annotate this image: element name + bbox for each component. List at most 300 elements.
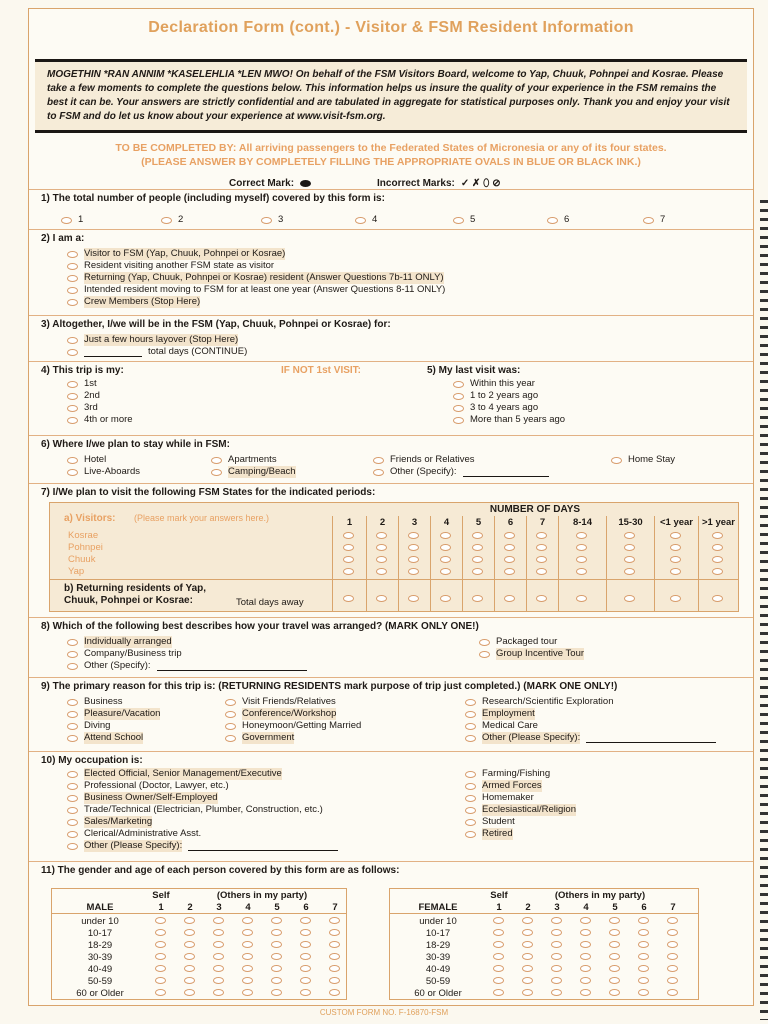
oval[interactable] [373, 469, 384, 476]
age-oval[interactable] [213, 941, 224, 948]
returning-oval[interactable] [624, 595, 635, 602]
age-oval[interactable] [493, 953, 504, 960]
q6-option[interactable]: Apartments [211, 454, 277, 466]
age-oval[interactable] [329, 989, 340, 996]
q10-option[interactable]: Sales/Marketing [67, 816, 152, 828]
age-oval[interactable] [580, 965, 591, 972]
day-column-header: 15-30 [606, 516, 654, 528]
q6-option[interactable]: Other (Specify): [373, 466, 549, 478]
age-oval[interactable] [551, 941, 562, 948]
q1-option[interactable]: 5 [453, 214, 475, 226]
age-group-label: 18-29 [87, 939, 113, 951]
oval[interactable] [643, 217, 654, 224]
self-header: Self [490, 889, 508, 901]
q4-option[interactable]: 4th or more [67, 414, 133, 426]
day-oval[interactable] [343, 532, 354, 539]
oval[interactable] [465, 735, 476, 742]
age-oval[interactable] [300, 929, 311, 936]
day-oval[interactable] [408, 544, 419, 551]
oval[interactable] [67, 795, 78, 802]
oval[interactable] [373, 457, 384, 464]
q1-option[interactable]: 7 [643, 214, 665, 226]
oval[interactable] [61, 217, 72, 224]
age-oval[interactable] [638, 977, 649, 984]
oval[interactable] [67, 457, 78, 464]
specify-blank[interactable] [463, 468, 549, 477]
age-oval[interactable] [667, 917, 678, 924]
returning-oval[interactable] [536, 595, 547, 602]
age-oval[interactable] [667, 977, 678, 984]
returning-oval[interactable] [440, 595, 451, 602]
age-oval[interactable] [155, 941, 166, 948]
day-oval[interactable] [576, 544, 587, 551]
day-oval[interactable] [472, 556, 483, 563]
age-oval[interactable] [155, 953, 166, 960]
age-oval[interactable] [551, 989, 562, 996]
age-oval[interactable] [184, 989, 195, 996]
q8-option[interactable]: Company/Business trip [67, 648, 182, 660]
question-3 [29, 315, 753, 361]
q10-option[interactable]: Homemaker [465, 792, 534, 804]
age-oval[interactable] [493, 929, 504, 936]
q9-option[interactable]: Medical Care [465, 720, 538, 732]
age-oval[interactable] [329, 953, 340, 960]
oval[interactable] [67, 843, 78, 850]
q1-option[interactable]: 1 [61, 214, 83, 226]
day-oval[interactable] [472, 544, 483, 551]
oval[interactable] [479, 639, 490, 646]
returning-oval[interactable] [576, 595, 587, 602]
age-oval[interactable] [184, 929, 195, 936]
returning-oval[interactable] [376, 595, 387, 602]
oval[interactable] [67, 807, 78, 814]
self-header: Self [152, 889, 170, 901]
q1-option[interactable]: 6 [547, 214, 569, 226]
day-oval[interactable] [536, 568, 547, 575]
age-oval[interactable] [300, 941, 311, 948]
age-oval[interactable] [551, 977, 562, 984]
age-oval[interactable] [638, 929, 649, 936]
day-oval[interactable] [504, 556, 515, 563]
age-oval[interactable] [155, 977, 166, 984]
day-oval[interactable] [624, 544, 635, 551]
q3-option[interactable]: total days (CONTINUE) [67, 346, 247, 358]
age-oval[interactable] [493, 917, 504, 924]
q5-option[interactable]: Within this year [453, 378, 535, 390]
oval[interactable] [67, 299, 78, 306]
oval[interactable] [67, 349, 78, 356]
oval[interactable] [67, 711, 78, 718]
oval[interactable] [67, 819, 78, 826]
age-oval[interactable] [667, 989, 678, 996]
age-oval[interactable] [242, 977, 253, 984]
day-oval[interactable] [576, 568, 587, 575]
oval[interactable] [67, 723, 78, 730]
age-oval[interactable] [522, 965, 533, 972]
age-oval[interactable] [329, 941, 340, 948]
q6-option[interactable]: Hotel [67, 454, 106, 466]
q8-option[interactable]: Group Incentive Tour [479, 648, 584, 660]
age-oval[interactable] [329, 965, 340, 972]
age-oval[interactable] [551, 965, 562, 972]
day-oval[interactable] [712, 568, 723, 575]
day-oval[interactable] [670, 556, 681, 563]
age-oval[interactable] [493, 989, 504, 996]
oval[interactable] [547, 217, 558, 224]
q10-option[interactable]: Professional (Doctor, Lawyer, etc.) [67, 780, 229, 792]
day-oval[interactable] [504, 532, 515, 539]
day-oval[interactable] [440, 556, 451, 563]
oval[interactable] [465, 699, 476, 706]
oval[interactable] [67, 771, 78, 778]
oval[interactable] [67, 651, 78, 658]
oval[interactable] [67, 337, 78, 344]
age-oval[interactable] [609, 977, 620, 984]
q10-option[interactable]: Other (Please Specify): [67, 840, 338, 852]
age-oval[interactable] [522, 917, 533, 924]
age-oval[interactable] [493, 965, 504, 972]
day-oval[interactable] [376, 556, 387, 563]
q9-heading: 9) The primary reason for this trip is: (RETURNING RESIDENTS mark purpose of trip just completed.) (MARK ONE ONLY!) [41, 681, 618, 692]
age-oval[interactable] [184, 965, 195, 972]
age-group-label: 30-39 [425, 951, 451, 963]
age-oval[interactable] [667, 929, 678, 936]
day-oval[interactable] [624, 568, 635, 575]
day-oval[interactable] [576, 556, 587, 563]
specify-blank[interactable] [586, 734, 716, 743]
age-oval[interactable] [271, 965, 282, 972]
returning-oval[interactable] [670, 595, 681, 602]
q9-option[interactable]: Conference/Workshop [225, 708, 336, 720]
day-oval[interactable] [408, 532, 419, 539]
returning-oval[interactable] [712, 595, 723, 602]
q10-option[interactable]: Student [465, 816, 515, 828]
returning-oval[interactable] [408, 595, 419, 602]
age-oval[interactable] [522, 929, 533, 936]
oval[interactable] [611, 457, 622, 464]
age-oval[interactable] [242, 941, 253, 948]
person-column-header: 6 [641, 901, 647, 913]
specify-blank[interactable] [157, 662, 307, 671]
oval[interactable] [465, 783, 476, 790]
q4-option[interactable]: 2nd [67, 390, 100, 402]
q6-option[interactable]: Live-Aboards [67, 466, 140, 478]
day-oval[interactable] [472, 532, 483, 539]
q9-option[interactable]: Government [225, 732, 294, 744]
oval[interactable] [67, 381, 78, 388]
q9-option[interactable]: Diving [67, 720, 110, 732]
oval[interactable] [211, 457, 222, 464]
age-oval[interactable] [609, 941, 620, 948]
q6-option[interactable]: Camping/Beach [211, 466, 296, 478]
oval[interactable] [67, 251, 78, 258]
q5-option[interactable]: 3 to 4 years ago [453, 402, 538, 414]
day-oval[interactable] [712, 532, 723, 539]
age-oval[interactable] [213, 989, 224, 996]
age-oval[interactable] [638, 953, 649, 960]
age-oval[interactable] [522, 977, 533, 984]
age-oval[interactable] [213, 977, 224, 984]
age-oval[interactable] [242, 917, 253, 924]
age-oval[interactable] [184, 941, 195, 948]
oval[interactable] [465, 771, 476, 778]
q1-option[interactable]: 4 [355, 214, 377, 226]
q10-option[interactable]: Farming/Fishing [465, 768, 550, 780]
age-oval[interactable] [213, 917, 224, 924]
question-6 [29, 435, 753, 483]
oval[interactable] [67, 417, 78, 424]
question-1 [29, 189, 753, 229]
age-oval[interactable] [580, 953, 591, 960]
day-oval[interactable] [536, 556, 547, 563]
q6-option[interactable]: Friends or Relatives [373, 454, 474, 466]
day-oval[interactable] [670, 568, 681, 575]
age-oval[interactable] [551, 953, 562, 960]
oval[interactable] [67, 275, 78, 282]
age-oval[interactable] [667, 953, 678, 960]
day-oval[interactable] [376, 568, 387, 575]
oval[interactable] [479, 651, 490, 658]
returning-oval[interactable] [343, 595, 354, 602]
q5-option[interactable]: 1 to 2 years ago [453, 390, 538, 402]
oval[interactable] [355, 217, 366, 224]
returning-oval[interactable] [504, 595, 515, 602]
oval[interactable] [465, 795, 476, 802]
age-oval[interactable] [580, 989, 591, 996]
day-oval[interactable] [624, 532, 635, 539]
q4-option[interactable]: 3rd [67, 402, 98, 414]
age-oval[interactable] [329, 917, 340, 924]
q9-option[interactable]: Visit Friends/Relatives [225, 696, 336, 708]
age-oval[interactable] [242, 929, 253, 936]
age-oval[interactable] [580, 977, 591, 984]
q10-option[interactable]: Clerical/Administrative Asst. [67, 828, 201, 840]
age-oval[interactable] [184, 977, 195, 984]
day-oval[interactable] [712, 544, 723, 551]
age-oval[interactable] [522, 989, 533, 996]
age-oval[interactable] [271, 953, 282, 960]
age-oval[interactable] [300, 917, 311, 924]
oval[interactable] [67, 287, 78, 294]
days-blank[interactable] [84, 348, 142, 357]
q1-option[interactable]: 3 [261, 214, 283, 226]
age-oval[interactable] [638, 941, 649, 948]
q9-option[interactable]: Business [67, 696, 123, 708]
age-oval[interactable] [329, 929, 340, 936]
q8-option[interactable]: Individually arranged [67, 636, 172, 648]
q9-option[interactable]: Honeymoon/Getting Married [225, 720, 361, 732]
age-oval[interactable] [184, 917, 195, 924]
oval[interactable] [465, 819, 476, 826]
q9-option[interactable]: Employment [465, 708, 535, 720]
oval[interactable] [453, 381, 464, 388]
day-oval[interactable] [624, 556, 635, 563]
oval[interactable] [453, 393, 464, 400]
oval[interactable] [465, 831, 476, 838]
age-oval[interactable] [551, 917, 562, 924]
day-oval[interactable] [408, 568, 419, 575]
correct-mark-label: Correct Mark: [229, 178, 295, 189]
age-oval[interactable] [213, 953, 224, 960]
day-oval[interactable] [343, 568, 354, 575]
q2-option[interactable]: Intended resident moving to FSM for at least one year (Answer Questions 8-11 ONLY) [67, 284, 445, 296]
age-oval[interactable] [271, 929, 282, 936]
age-oval[interactable] [242, 953, 253, 960]
day-oval[interactable] [472, 568, 483, 575]
age-oval[interactable] [638, 989, 649, 996]
age-oval[interactable] [300, 965, 311, 972]
state-label: Pohnpei [68, 542, 103, 553]
oval[interactable] [161, 217, 172, 224]
age-oval[interactable] [155, 989, 166, 996]
q8-option[interactable]: Other (Specify): [67, 660, 307, 672]
oval[interactable] [67, 735, 78, 742]
age-oval[interactable] [522, 941, 533, 948]
age-oval[interactable] [667, 941, 678, 948]
question-2 [29, 229, 753, 315]
to-be-completed: TO BE COMPLETED BY: All arriving passengers to the Federated States of Micronesia or any of its four states. [115, 142, 667, 154]
q11-heading: 11) The gender and age of each person covered by this form are as follows: [41, 865, 400, 876]
age-oval[interactable] [300, 953, 311, 960]
q6-option[interactable]: Home Stay [611, 454, 675, 466]
day-oval[interactable] [440, 532, 451, 539]
oval[interactable] [67, 393, 78, 400]
q9-option[interactable]: Attend School [67, 732, 143, 744]
age-oval[interactable] [329, 977, 340, 984]
column-divider [558, 516, 559, 612]
q10-option[interactable]: Armed Forces [465, 780, 542, 792]
oval[interactable] [67, 831, 78, 838]
q10-option[interactable]: Retired [465, 828, 513, 840]
age-oval[interactable] [493, 941, 504, 948]
oval[interactable] [225, 699, 236, 706]
q2-option[interactable]: Returning (Yap, Chuuk, Pohnpei or Kosrae) resident (Answer Questions 7b-11 ONLY) [67, 272, 444, 284]
age-oval[interactable] [213, 965, 224, 972]
oval[interactable] [261, 217, 272, 224]
oval[interactable] [67, 663, 78, 670]
oval[interactable] [225, 735, 236, 742]
returning-oval[interactable] [472, 595, 483, 602]
oval[interactable] [465, 723, 476, 730]
age-oval[interactable] [609, 989, 620, 996]
oval[interactable] [453, 217, 464, 224]
age-oval[interactable] [213, 929, 224, 936]
age-oval[interactable] [271, 941, 282, 948]
person-column-header: 7 [332, 901, 338, 913]
oval[interactable] [67, 639, 78, 646]
age-oval[interactable] [242, 965, 253, 972]
q2-heading: 2) I am a: [41, 233, 85, 244]
q9-option[interactable]: Pleasure/Vacation [67, 708, 160, 720]
age-oval[interactable] [522, 953, 533, 960]
age-oval[interactable] [271, 977, 282, 984]
oval[interactable] [67, 783, 78, 790]
question-7 [29, 483, 753, 617]
state-label: Yap [68, 566, 85, 577]
oval[interactable] [453, 405, 464, 412]
age-oval[interactable] [609, 929, 620, 936]
age-oval[interactable] [300, 989, 311, 996]
q10-option[interactable]: Ecclesiastical/Religion [465, 804, 576, 816]
age-oval[interactable] [667, 965, 678, 972]
day-oval[interactable] [343, 556, 354, 563]
q1-option[interactable]: 2 [161, 214, 183, 226]
oval[interactable] [225, 711, 236, 718]
oval[interactable] [67, 263, 78, 270]
oval[interactable] [465, 711, 476, 718]
specify-blank[interactable] [188, 842, 338, 851]
q2-option[interactable]: Crew Members (Stop Here) [67, 296, 200, 308]
day-oval[interactable] [408, 556, 419, 563]
day-oval[interactable] [670, 544, 681, 551]
q10-option[interactable]: Business Owner/Self-Employed [67, 792, 218, 804]
age-oval[interactable] [242, 989, 253, 996]
q2-option[interactable]: Visitor to FSM (Yap, Chuuk, Pohnpei or Kosrae) [67, 248, 285, 260]
day-oval[interactable] [536, 544, 547, 551]
oval[interactable] [211, 469, 222, 476]
oval[interactable] [465, 807, 476, 814]
q8-option[interactable]: Packaged tour [479, 636, 557, 648]
age-oval[interactable] [609, 953, 620, 960]
q9-option[interactable]: Other (Please Specify): [465, 732, 716, 744]
age-oval[interactable] [638, 965, 649, 972]
oval[interactable] [67, 405, 78, 412]
age-oval[interactable] [155, 965, 166, 972]
q5-option[interactable]: More than 5 years ago [453, 414, 565, 426]
day-oval[interactable] [440, 544, 451, 551]
day-oval[interactable] [504, 544, 515, 551]
q10-option[interactable]: Elected Official, Senior Management/Executive [67, 768, 282, 780]
age-oval[interactable] [155, 917, 166, 924]
oval[interactable] [453, 417, 464, 424]
age-oval[interactable] [184, 953, 195, 960]
age-oval[interactable] [580, 941, 591, 948]
age-oval[interactable] [609, 917, 620, 924]
age-oval[interactable] [271, 917, 282, 924]
day-column-header: 8-14 [558, 516, 606, 528]
q4-option[interactable]: 1st [67, 378, 97, 390]
day-oval[interactable] [670, 532, 681, 539]
age-oval[interactable] [300, 977, 311, 984]
instructions [29, 141, 753, 169]
day-oval[interactable] [376, 532, 387, 539]
q10-option[interactable]: Trade/Technical (Electrician, Plumber, Construction, etc.) [67, 804, 323, 816]
day-oval[interactable] [440, 568, 451, 575]
header-divider [52, 913, 346, 914]
age-oval[interactable] [609, 965, 620, 972]
age-oval[interactable] [271, 989, 282, 996]
day-oval[interactable] [376, 544, 387, 551]
age-oval[interactable] [551, 929, 562, 936]
age-oval[interactable] [580, 917, 591, 924]
day-oval[interactable] [576, 532, 587, 539]
age-oval[interactable] [638, 917, 649, 924]
day-oval[interactable] [504, 568, 515, 575]
q2-option[interactable]: Resident visiting another FSM state as visitor [67, 260, 274, 272]
q9-option[interactable]: Research/Scientific Exploration [465, 696, 613, 708]
age-oval[interactable] [493, 977, 504, 984]
oval[interactable] [67, 469, 78, 476]
day-oval[interactable] [343, 544, 354, 551]
age-oval[interactable] [155, 929, 166, 936]
day-oval[interactable] [712, 556, 723, 563]
age-oval[interactable] [580, 929, 591, 936]
oval[interactable] [67, 699, 78, 706]
q3-option[interactable]: Just a few hours layover (Stop Here) [67, 334, 238, 346]
age-group-label: 30-39 [87, 951, 113, 963]
day-oval[interactable] [536, 532, 547, 539]
oval[interactable] [225, 723, 236, 730]
